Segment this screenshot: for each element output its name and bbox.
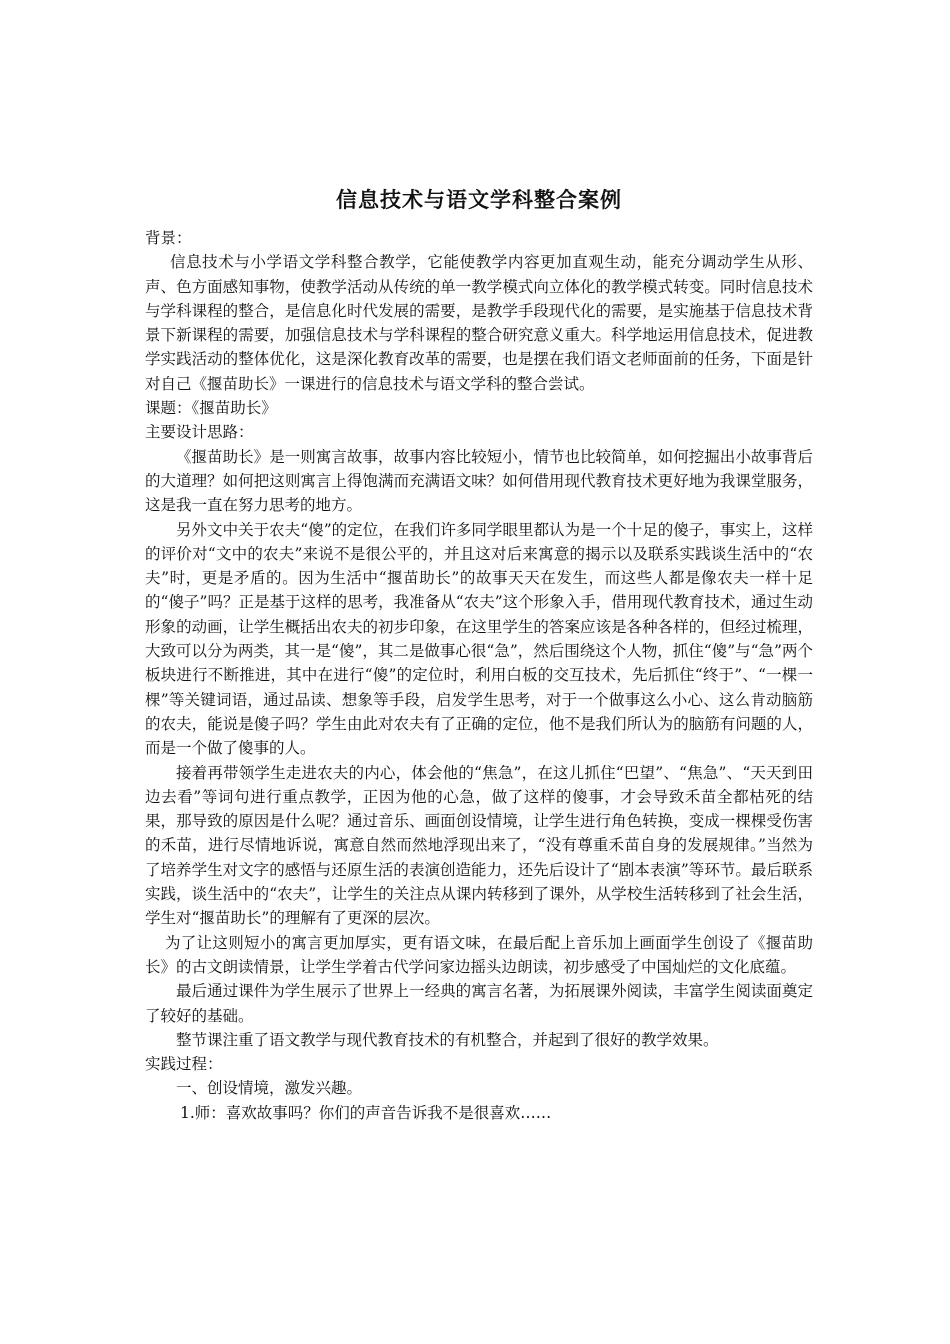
document-page <box>145 186 813 1125</box>
design-paragraph-6: 整节课注重了语文教学与现代教育技术的有机整合，并起到了很好的教学效果。 <box>176 1030 719 1049</box>
document-title: 信息技术与语文学科整合案例 <box>336 188 622 212</box>
background-paragraph: 信息技术与小学语文学科整合教学，它能使教学内容更加直观生动，能充分调动学生从形、声、色方面感知事物，使教学活动从传统的单一教学模式向立体化的教学模式转变。同时信息技术与学科课程的整合，是信息化时代发展的需要，是教学手段现代化的需要，是实施基于信息技术背景下新课程的需要，加强信息技术与学科课程的整合研究意义重大。科学地运用信息技术，促进教学实践活动的整体优化，这是深化教育改革的需要，也是摆在我们语文老师面前的任务，下面是针对自己《揠苗助长》一课进行的信息技术与语文学科的整合尝试。 <box>145 253 813 393</box>
design-label: 主要设计思路： <box>145 423 254 442</box>
background-label: 背景： <box>145 229 192 247</box>
practice-label: 实践过程： <box>145 1055 223 1074</box>
design-paragraph-2: 另外文中关于农夫“傻”的定位，在我们许多同学眼里都认为是一个十足的傻子，事实上，这样的评价对“文中的农夫”来说不是很公平的，并且这对后来寓意的揭示以及联系实践谈生活中的“农夫”时，更是矛盾的。因为生活中“揠苗助长”的故事天天在发生，而这些人都是像农夫一样十足的“傻子”吗？正是基于这样的思考，我准备从“农夫”这个形象入手，借用现代教育技术，通过生动形象的动画，让学生概括出农夫的初步印象，在这里学生的答案应该是各种各样的，但经过梳理，大致可以分为两类，其一是“傻”，其二是做事心很“急”，然后围绕这个人物，抓住“傻”与“急”两个板块进行不断推进，其中在进行“傻”的定位时，利用白板的交互技术，先后抓住“终于”、“一棵一棵”等关键词语，通过品读、想象等手段，启发学生思考，对于一个做事这么小心、这么肯动脑筋的农夫，能说是傻子吗？学生由此对农夫有了正确的定位，他不是我们所认为的脑筋有问题的人，而是一个做了傻事的人。 <box>145 520 813 758</box>
design-paragraph-1: 《揠苗助长》是一则寓言故事，故事内容比较短小，情节也比较简单，如何挖掘出小故事背后的大道理？如何把这则寓言上得饱满而充满语文味？如何借用现代教育技术更好地为我课堂服务，这是我一直在努力思考的地方。 <box>145 447 813 515</box>
practice-step-1: 一、创设情境，激发兴趣。 <box>176 1079 363 1098</box>
design-paragraph-4: 为了让这则短小的寓言更加厚实，更有语文味，在最后配上音乐加上画面学生创设了《揠苗助长》的古文朗读情景，让学生学着古代学问家边摇头边朗读，初步感受了中国灿烂的文化底蕴。 <box>145 933 813 976</box>
topic-line: 课题：《揠苗助长》 <box>145 399 277 418</box>
design-paragraph-5: 最后通过课件为学生展示了世界上一经典的寓言名著，为拓展课外阅读，丰富学生阅读面奠定了较好的基础。 <box>145 982 813 1025</box>
design-paragraph-3: 接着再带领学生走进农夫的内心，体会他的“焦急”，在这儿抓住“巴望”、“焦急”、“天天到田边去看”等词句进行重点教学，正因为他的心急，做了这样的傻事，才会导致禾苗全都枯死的结果，那导致的原因是什么呢？通过音乐、画面创设情境，让学生进行角色转换，变成一棵棵受伤害的禾苗，进行尽情地诉说，寓意自然而然地浮现出来了，“没有尊重禾苗自身的发展规律。”当然为了培养学生对文字的感悟与还原生活的表演创造能力，还先后设计了“剧本表演”等环节。最后联系实践，谈生活中的“农夫”，让学生的关注点从课内转移到了课外，从学校生活转移到了社会生活，学生对“揠苗助长”的理解有了更深的层次。 <box>145 763 813 928</box>
practice-step-1-1: 1.师：喜欢故事吗？你们的声音告诉我不是很喜欢…… <box>180 1103 552 1122</box>
